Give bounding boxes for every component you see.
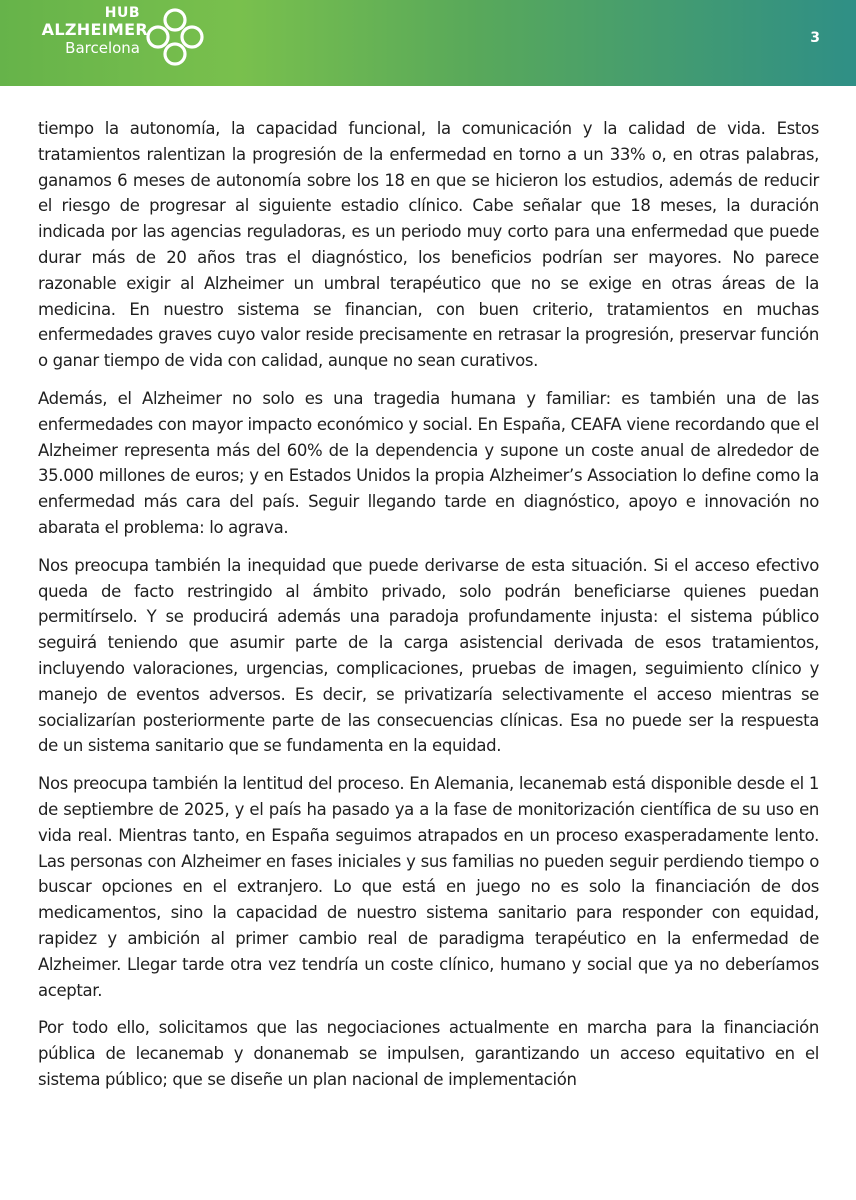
logo-wordmark xyxy=(36,6,148,57)
body-paragraph: Además, el Alzheimer no solo es una tragedia humana y familiar: es también una de las enfermedades con mayor impacto económico y social. En España, CEAFA viene recordando que el Alzheimer representa más del 60% de la dependencia y supone un coste anual de alrededor de 35.000 millones de euros; y en Estados Unidos la propia Alzheimer’s Association lo define como la enfermedad más cara del país. Seguir llegando tarde en diagnóstico, apoyo e innovación no abarata el problema: lo agrava. xyxy=(38,388,819,537)
logo-line-hub: HUB xyxy=(104,5,140,21)
logo-line-alzheimer: ALZHEIMER xyxy=(41,20,148,39)
body-paragraph: Por todo ello, solicitamos que las negociaciones actualmente en marcha para la financiación pública de lecanemab y donanemab se impulsen, garantizando un acceso equitativo en el sistema público; que se diseñe un plan nacional de implementación xyxy=(38,1018,819,1089)
logo-line-barcelona: Barcelona xyxy=(65,39,140,57)
flower-rings-icon xyxy=(144,6,206,66)
page-number: 3 xyxy=(810,30,820,46)
page-header xyxy=(0,0,856,86)
body-paragraph: tiempo la autonomía, la capacidad funcional, la comunicación y la calidad de vida. Estos tratamientos ralentizan la progresión de la enfermedad en torno a un 33% o, en otras palabras, ganamos 6 meses de autonomía sobre los 18 en que se hicieron los estudios, además de reducir el riesgo de progresar al siguiente estadio clínico. Cabe señalar que 18 meses, la duración indicada por las agencias reguladoras, es un periodo muy corto para una enfermedad que puede durar más de 20 años tras el diagnóstico, los beneficios podrían ser mayores. No parece razonable exigir al Alzheimer un umbral terapéutico que no se exige en otras áreas de la medicina. En nuestro sistema se financian, con buen criterio, tratamientos en muchas enfermedades graves cuyo valor reside precisamente en retrasar la progresión, preservar función o ganar tiempo de vida con calidad, aunque no sean curativos. xyxy=(38,119,819,371)
body-paragraph: Nos preocupa también la lentitud del proceso. En Alemania, lecanemab está disponible desde el 1 de septiembre de 2025, y el país ha pasado ya a la fase de monitorización científica de su uso en vida real. Mientras tanto, en España seguimos atrapados en un proceso exasperadamente lento. Las personas con Alzheimer en fases iniciales y sus familias no pueden seguir perdiendo tiempo o buscar opciones en el extranjero. Lo que está en juego no es solo la financiación de dos medicamentos, sino la capacidad de nuestro sistema sanitario para responder con equidad, rapidez y ambición al primer cambio real de paradigma terapéutico en la enfermedad de Alzheimer. Llegar tarde otra vez tendría un coste clínico, humano y social que ya no deberíamos aceptar. xyxy=(38,774,819,1000)
hub-alzheimer-logo xyxy=(36,6,206,76)
body-paragraph: Nos preocupa también la inequidad que puede derivarse de esta situación. Si el acceso efectivo queda de facto restringido al ámbito privado, solo podrán beneficiarse quienes puedan permitírselo. Y se producirá además una paradoja profundamente injusta: el sistema público seguirá teniendo que asumir parte de la carga asistencial derivada de esos tratamientos, incluyendo valoraciones, urgencias, complicaciones, pruebas de imagen, seguimiento clínico y manejo de eventos adversos. Es decir, se privatizaría selectivamente el acceso mientras se socializarían posteriormente parte de las consecuencias clínicas. Esa no puede ser la respuesta de un sistema sanitario que se fundamenta en la equidad. xyxy=(38,555,819,756)
document-body xyxy=(38,116,819,1105)
